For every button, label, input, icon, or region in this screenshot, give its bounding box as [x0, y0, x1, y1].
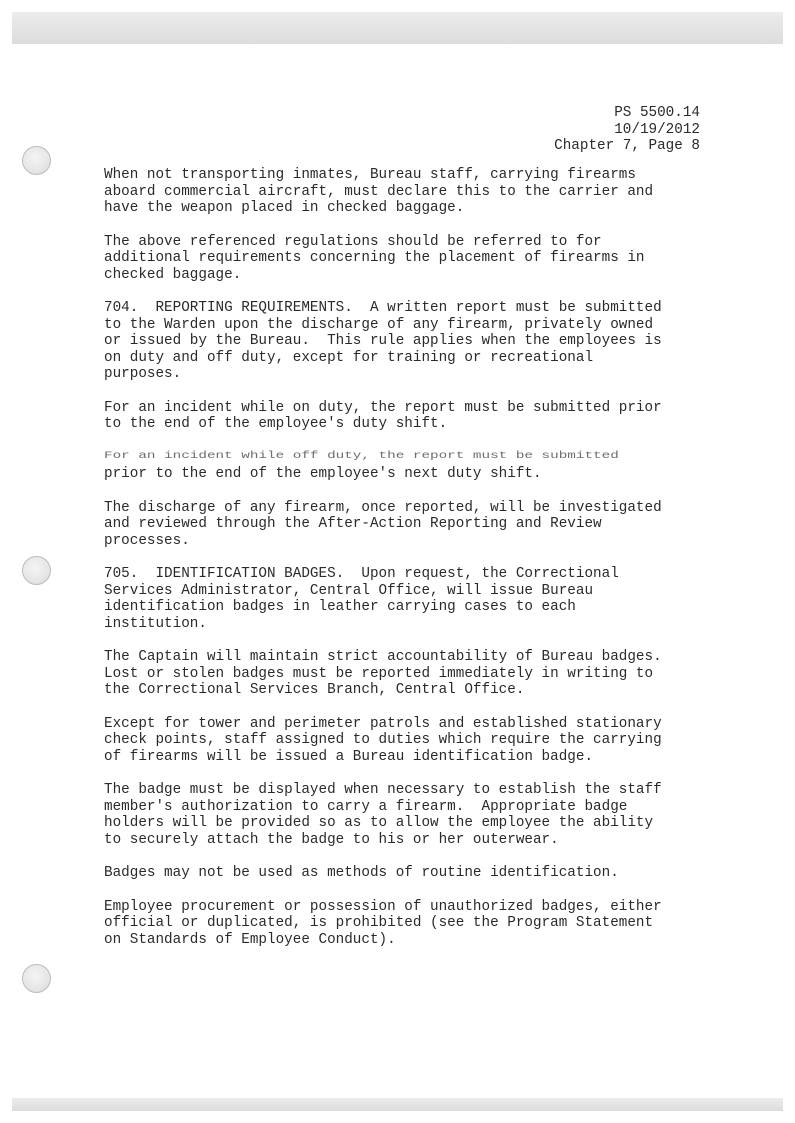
text-line: identification badges in leather carrying cases to each — [104, 599, 576, 615]
paragraph-badge-display — [104, 782, 714, 848]
scan-edge-top — [12, 12, 783, 44]
text-line: to securely attach the badge to his or her outerwear. — [104, 831, 559, 848]
punch-hole-middle — [22, 556, 51, 585]
text-line: 705. IDENTIFICATION BADGES. Upon request, the Correctional — [104, 566, 619, 582]
text-line: The discharge of any firearm, once reported, will be investigated — [104, 499, 662, 516]
text-line: of firearms will be issued a Bureau identification badge. — [104, 748, 594, 765]
text-line: check points, staff assigned to duties which require the carrying — [104, 732, 662, 748]
text-line: to the Warden upon the discharge of any firearm, privately owned — [104, 316, 654, 333]
text-line: Except for tower and perimeter patrols and established stationary — [104, 715, 662, 732]
document-body — [104, 167, 714, 965]
text-line: on Standards of Employee Conduct). — [104, 931, 396, 948]
text-line: the Correctional Services Branch, Central Office. — [104, 682, 525, 698]
paragraph-unauthorized-badges — [104, 899, 714, 949]
text-line: institution. — [104, 615, 207, 632]
text-line: have the weapon placed in checked baggage. — [104, 200, 465, 216]
punch-hole-bottom — [22, 964, 51, 993]
text-line: holders will be provided so as to allow the employee the ability — [104, 815, 654, 831]
text-line: and reviewed through the After-Action Reporting and Review — [104, 516, 602, 532]
text-line: or issued by the Bureau. This rule applies when the employees is — [104, 333, 662, 349]
paragraph-regulations — [104, 234, 714, 284]
text-line: prior to the end of the employee's next duty shift. — [104, 466, 542, 482]
punch-hole-top — [22, 146, 51, 175]
text-line: to the end of the employee's duty shift. — [104, 416, 448, 432]
paragraph-badge-accountability — [104, 649, 714, 699]
paragraph-on-duty-incident — [104, 400, 714, 433]
paragraph-badge-identification — [104, 865, 714, 882]
text-line: Services Administrator, Central Office, will issue Bureau — [104, 582, 594, 599]
text-line: checked baggage. — [104, 266, 242, 283]
text-line: The Captain will maintain strict accountability of Bureau badges. — [104, 649, 662, 665]
text-line: processes. — [104, 532, 190, 549]
page-header — [554, 105, 700, 155]
program-statement-number: PS 5500.14 — [614, 105, 700, 121]
paragraph-off-duty-incident — [104, 450, 714, 483]
text-line: Lost or stolen badges must be reported immediately in writing to — [104, 665, 654, 682]
text-line: on duty and off duty, except for training or recreational — [104, 349, 594, 366]
text-line: additional requirements concerning the placement of firearms in — [104, 250, 645, 266]
text-line: member's authorization to carry a firearm. Appropriate badge — [104, 798, 628, 815]
text-line: For an incident while off duty, the report must be submitted — [104, 449, 619, 462]
scan-edge-bottom — [12, 1098, 783, 1111]
text-line: When not transporting inmates, Bureau staff, carrying firearms — [104, 167, 636, 183]
text-line: For an incident while on duty, the report must be submitted prior — [104, 399, 662, 416]
text-line: Employee procurement or possession of unauthorized badges, either — [104, 898, 662, 915]
text-line: The above referenced regulations should be referred to for — [104, 233, 602, 250]
paragraph-investigation — [104, 500, 714, 550]
text-line: purposes. — [104, 366, 182, 382]
text-line: 704. REPORTING REQUIREMENTS. A written report must be submitted — [104, 300, 662, 316]
statement-date: 10/19/2012 — [614, 121, 700, 138]
section-705-identification-badges — [104, 566, 714, 632]
text-line: The badge must be displayed when necessary to establish the staff — [104, 782, 662, 798]
chapter-page: Chapter 7, Page 8 — [554, 138, 700, 154]
section-704-reporting-requirements — [104, 300, 714, 383]
text-line: aboard commercial aircraft, must declare this to the carrier and — [104, 183, 654, 200]
paragraph-air-transport — [104, 167, 714, 217]
text-line: official or duplicated, is prohibited (see the Program Statement — [104, 915, 654, 931]
text-line: Badges may not be used as methods of routine identification. — [104, 865, 619, 881]
paragraph-badge-issuance — [104, 716, 714, 766]
